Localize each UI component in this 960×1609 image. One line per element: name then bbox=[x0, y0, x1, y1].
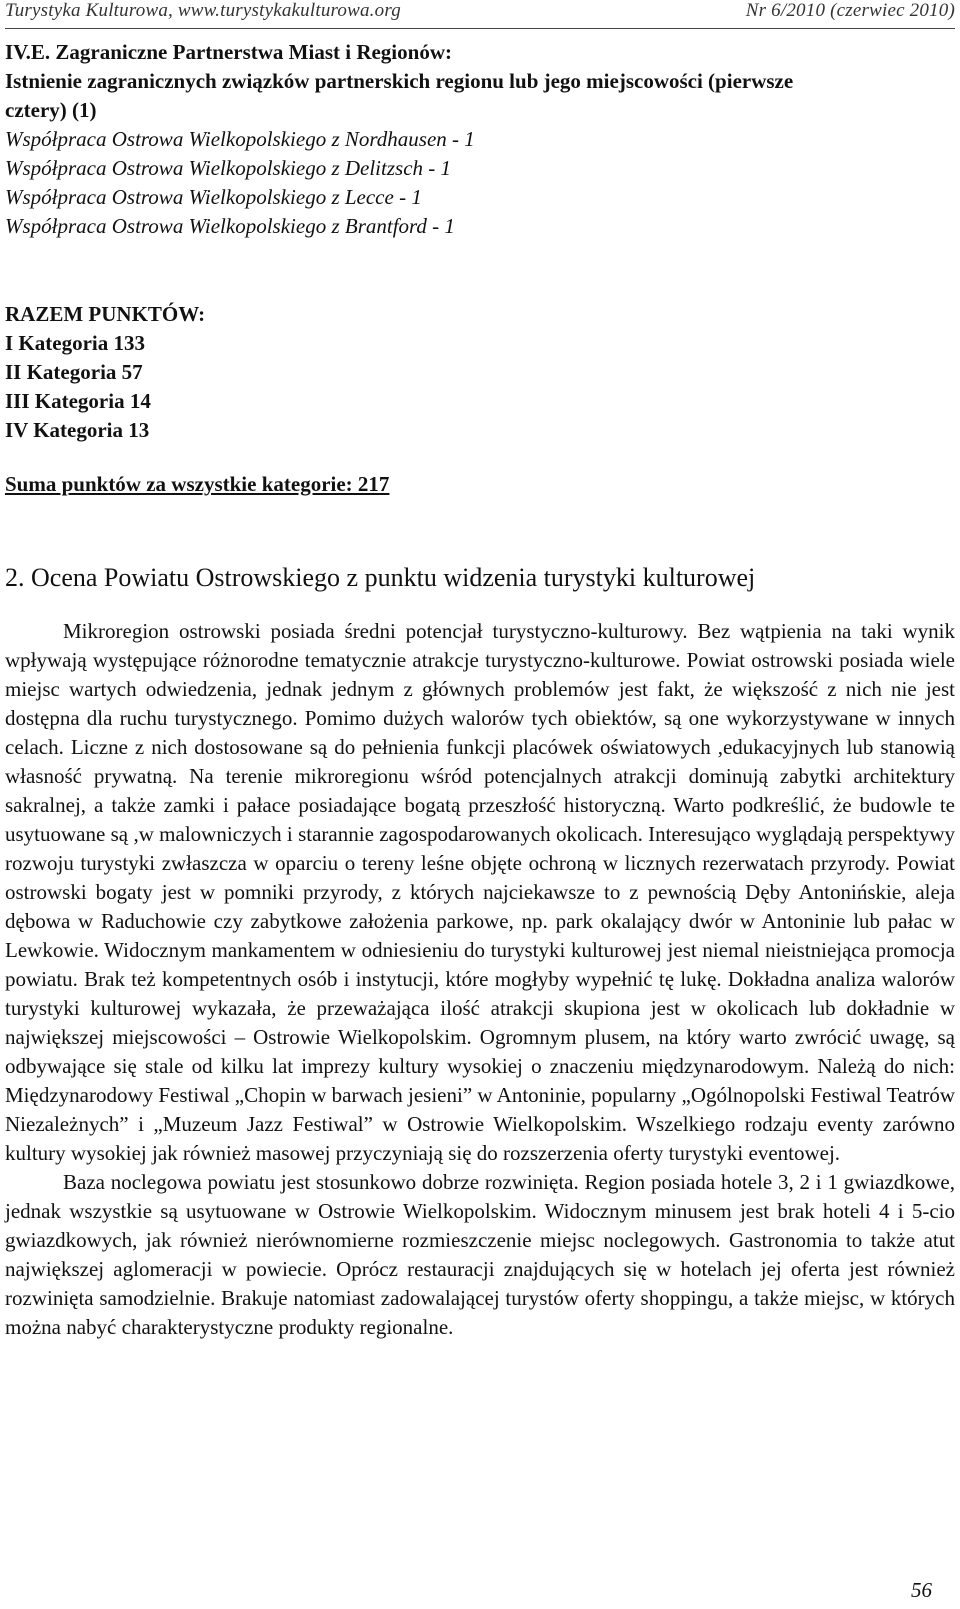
cooperation-item: Współpraca Ostrowa Wielkopolskiego z Brantford - 1 bbox=[5, 214, 455, 238]
total-points: Suma punktów za wszystkie kategorie: 217 bbox=[5, 472, 390, 496]
cooperation-item: Współpraca Ostrowa Wielkopolskiego z Delitzsch - 1 bbox=[5, 156, 452, 180]
paragraph-1: Mikroregion ostrowski posiada średni potencjał turystyczno-kulturowy. Bez wątpienia na taki wynik wpływają występujące różnorodne tematycznie atrakcje turystyczno-kulturowe. Powiat ostrowski posiada wiele miejsc wartych odwiedzenia, jednak jednym z głównych problemów jest fakt, że większość z nich nie jest dostępna dla ruchu turystycznego. Pomimo dużych walorów tych obiektów, są one wykorzystywane w innych celach. Liczne z nich dostosowane są do pełnienia funkcji placówek oświatowych ,edukacyjnych lub stanowią własność prywatną. Na terenie mikroregionu wśród potencjalnych atrakcji dominują zabytki architektury sakralnej, a także zamki i pałace posiadające bogatą przeszłość historyczną. Warto podkreślić, że budowle te usytuowane są ,w malowniczych i starannie zagospodarowanych okolicach. Interesująco wyglądają perspektywy rozwoju turystyki zwłaszcza w oparciu o tereny leśne objęte ochroną w licznych rezerwatach przyrody. Powiat ostrowski bogaty jest w pomniki przyrody, z których najciekawsze to z pewnością Dęby Antonińskie, aleja dębowa w Raduchowie czy zabytkowe założenia parkowe, np. park okalający dwór w Antoninie lub pałac w Lewkowie. Widocznym mankamentem w odniesieniu do turystyki kulturowej jest niemal nieistniejąca promocja powiatu. Brak też kompetentnych osób i instytucji, które mogłyby wypełnić tę lukę. Dokładna analiza walorów turystyki kulturowej wykazała, że przeważająca ilość atrakcji skupiona jest w okolicach lub dokładnie w największej miejscowości – Ostrowie Wielkopolskim. Ogromnym plusem, na który warto zwrócić uwagę, są odbywające się stale od kilku lat imprezy kultury wysokiej o znaczeniu międzynarodowym. Należą do nich: Międzynarodowy Festiwal „Chopin w barwach jesieni” w Antoninie, popularny „Ogólnopolski Festiwal Teatrów Niezależnych” i „Muzeum Jazz Festiwal” w Ostrowie Wielkopolskim. Wszelkiego rodzaju eventy zarówno kultury wysokiej jak również masowej przyczyniają się do rozszerzenia oferty turystyki eventowej. bbox=[5, 619, 955, 1165]
cooperation-item: Współpraca Ostrowa Wielkopolskiego z Nordhausen - 1 bbox=[5, 127, 475, 151]
running-header bbox=[5, 0, 955, 29]
section-iv-subtitle-line1: Istnienie zagranicznych związków partnerskich regionu lub jego miejscowości (pierwsze bbox=[5, 69, 794, 93]
category-score: IV Kategoria 13 bbox=[5, 418, 150, 442]
cooperation-item: Współpraca Ostrowa Wielkopolskiego z Lecce - 1 bbox=[5, 185, 422, 209]
section-iv-partnerships bbox=[5, 38, 955, 241]
header-issue: Nr 6/2010 (czerwiec 2010) bbox=[745, 0, 955, 21]
category-score: II Kategoria 57 bbox=[5, 360, 143, 384]
section-2-heading: 2. Ocena Powiatu Ostrowskiego z punktu widzenia turystyki kulturowej bbox=[5, 563, 756, 592]
summary-title: RAZEM PUNKTÓW: bbox=[5, 302, 206, 326]
points-summary bbox=[5, 300, 955, 445]
page-number: 56 bbox=[911, 1578, 932, 1602]
paragraph-2: Baza noclegowa powiatu jest stosunkowo dobrze rozwinięta. Region posiada hotele 3, 2 i 1 gwiazdkowe, jednak wszystkie są usytuowane w Ostrowie Wielkopolskim. Widocznym minusem jest brak hoteli 4 i 5-cio gwiazdkowych, jak również nierównomierne rozmieszczenie miejsc noclegowych. Gastronomia to także atut największej aglomeracji w powiecie. Oprócz restauracji znajdujących się w hotelach jej oferta jest również rozwinięta samodzielnie. Brakuje natomiast zadowalającej turystów oferty shoppingu, a także miejsc, w których można nabyć charakterystyczne produkty regionalne. bbox=[5, 1170, 955, 1339]
header-journal-title: Turystyka Kulturowa, www.turystykakulturowa.org bbox=[5, 0, 401, 21]
category-score: I Kategoria 133 bbox=[5, 331, 145, 355]
category-score: III Kategoria 14 bbox=[5, 389, 151, 413]
section-iv-subtitle-line2: cztery) (1) bbox=[5, 98, 97, 122]
section-2-body bbox=[5, 617, 955, 1342]
section-iv-title: IV.E. Zagraniczne Partnerstwa Miast i Regionów: bbox=[5, 40, 452, 64]
